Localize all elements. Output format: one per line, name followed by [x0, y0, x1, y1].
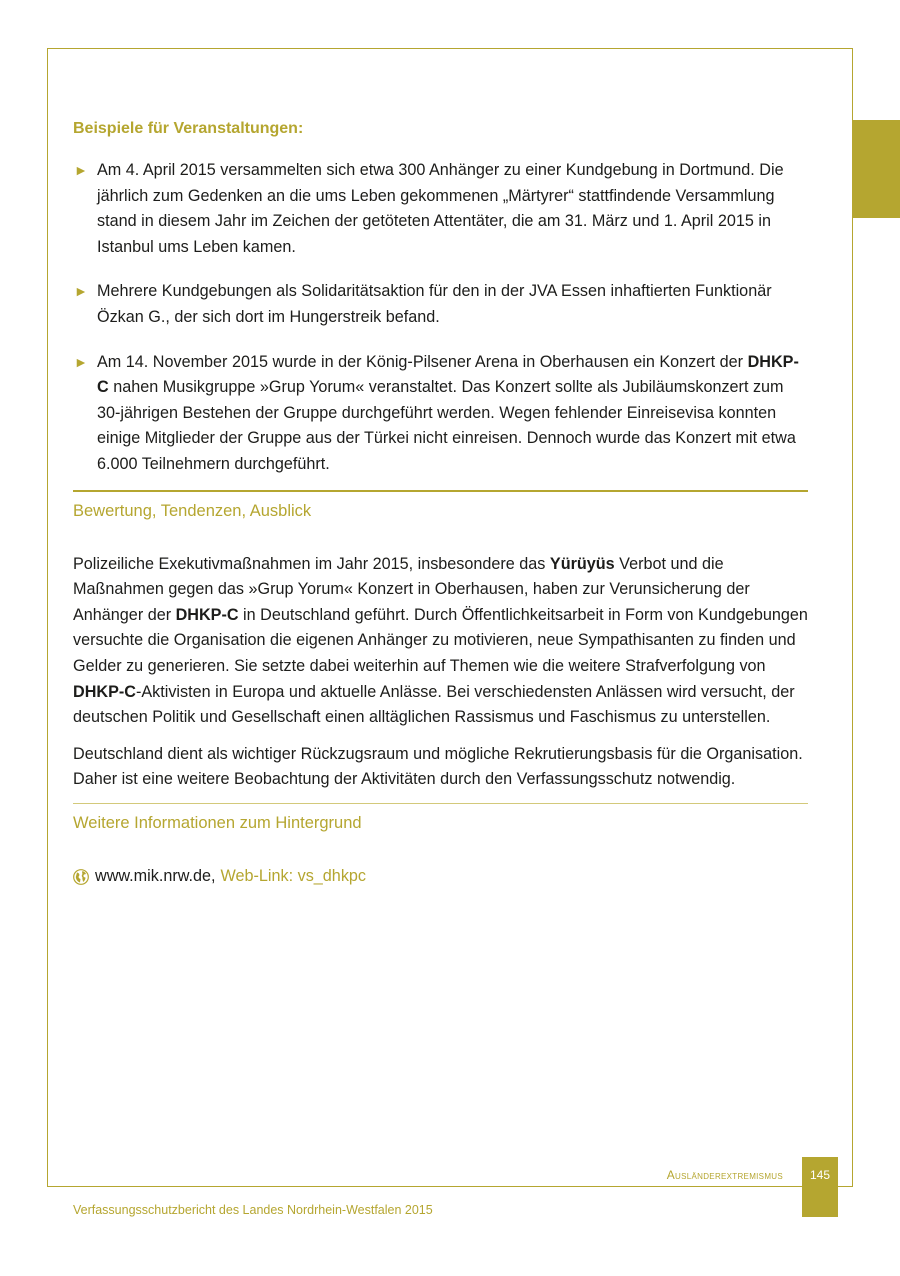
globe-icon [73, 869, 89, 885]
section-divider [73, 490, 808, 492]
bold-term: DHKP-C [97, 352, 799, 397]
examples-heading: Beispiele für Veranstaltungen: [73, 120, 304, 137]
text-run: Polizeiliche Exekutivmaßnahmen im Jahr 2015, insbesondere das [73, 554, 550, 573]
list-item-text [97, 353, 799, 473]
list-item [73, 158, 808, 260]
info-link-line [73, 864, 808, 890]
text-run: Mehrere Kundgebungen als Solidaritätsaktion für den in der JVA Essen inhaftierten Funktionär Özkan G., der sich dort im Hungerstreik befand. [97, 282, 772, 326]
main-content [73, 116, 808, 889]
site-url[interactable]: www.mik.nrw.de, [95, 866, 216, 885]
assessment-paragraph [73, 552, 808, 731]
text-run: -Aktivisten in Europa und aktuelle Anlässe. Bei verschiedensten Anlässen wird versucht, der deutschen Politik und Gesellschaft einen alltäglichen Rassismus und Faschismus zu unterstellen. [73, 682, 795, 727]
assessment-paragraph [73, 742, 808, 793]
footer-publication: Verfassungsschutzbericht des Landes Nordrhein-Westfalen 2015 [73, 1203, 433, 1217]
page-number: 145 [802, 1157, 838, 1217]
list-item-text [97, 161, 784, 256]
list-item-text [97, 282, 772, 326]
bullet-arrow-icon: ► [74, 162, 88, 178]
text-run: Am 14. November 2015 wurde in der König-Pilsener Arena in Oberhausen ein Konzert der [97, 352, 748, 371]
text-run: in Deutschland geführt. Durch Öffentlichkeitsarbeit in Form von Kundgebungen versuchte die Organisation die eigenen Anhänger zu motivieren, neue Sympathisanten zu finden und Gelder zu generieren. Sie setzte dabei weiterhin auf Themen wie die weitere Strafverfolgung von [73, 605, 808, 675]
bold-term: DHKP-C [175, 605, 239, 624]
chapter-tab [853, 120, 900, 218]
text-run: Verbot und die Maßnahmen gegen das »Grup Yorum« Konzert in Oberhausen, haben zur Verunsicherung der Anhänger der [73, 554, 750, 624]
examples-list [73, 158, 808, 478]
footer-section-label: Ausländerextremismus [666, 1168, 783, 1182]
bullet-arrow-icon: ► [74, 283, 88, 300]
text-run: Deutschland dient als wichtiger Rückzugsraum und mögliche Rekrutierungsbasis für die Organisation. Daher ist eine weitere Beobachtung der Aktivitäten durch den Verfassungsschutz notwendig. [73, 744, 803, 789]
bold-term: Yürüyüs [549, 554, 615, 573]
text-run: nahen Musikgruppe »Grup Yorum« veranstaltet. Das Konzert sollte als Jubiläumskonzert zum 30-jährigen Bestehen der Gruppe durchgeführt werden. Wegen fehlender Einreisevisa konnten einige Mitglieder der Gruppe aus der Türkei nicht einreisen. Dennoch wurde das Konzert mit etwa 6.000 Teilnehmern durchgeführt. [97, 378, 796, 473]
list-item [73, 350, 808, 478]
bold-term: DHKP-C [73, 682, 136, 701]
web-link[interactable]: Web-Link: vs_dhkpc [220, 866, 367, 885]
assessment-title: Bewertung, Tendenzen, Ausblick [73, 501, 312, 520]
section-divider [73, 803, 808, 804]
more-info-title: Weitere Informationen zum Hintergrund [73, 813, 362, 832]
text-run: Am 4. April 2015 versammelten sich etwa 300 Anhänger zu einer Kundgebung in Dortmund. Die jährlich zum Gedenken an die ums Leben gekommenen „Märtyrer“ stattfindende Versammlung stand in diesem Jahr im Zeichen der getöteten Attentäter, die am 31. März und 1. April 2015 in Istanbul ums Leben kamen. [97, 161, 784, 256]
list-item [73, 279, 808, 330]
bullet-arrow-icon: ► [74, 353, 88, 370]
